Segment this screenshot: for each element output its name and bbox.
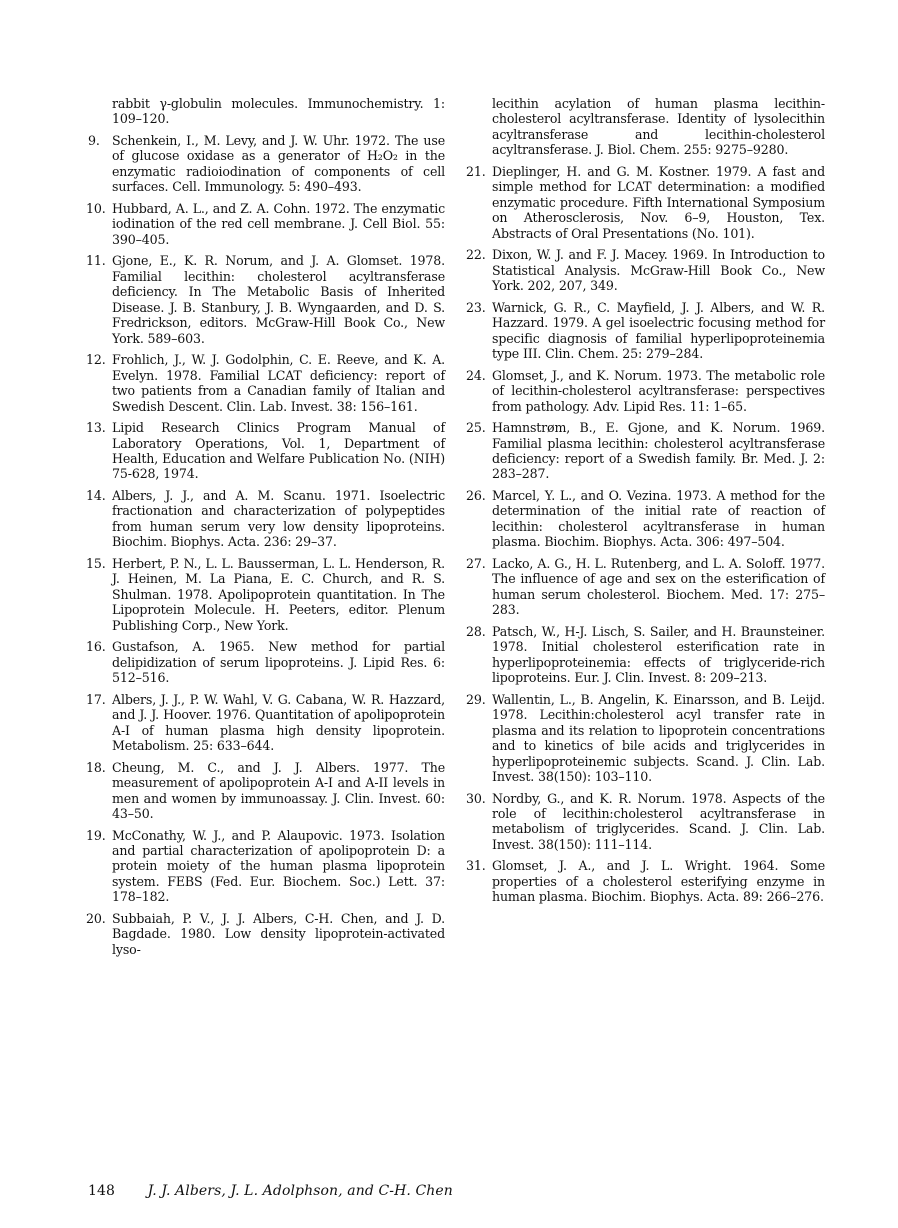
reference-entry xyxy=(88,911,445,957)
reference-entry xyxy=(88,420,445,482)
reference-text: Glomset, J. A., and J. L. Wright. 1964. Some properties of a cholesterol esterifying enzyme in human plasma. Biochim. Biophys. Acta. 89: 266–276. xyxy=(492,858,825,905)
reference-text: Schenkein, I., M. Levy, and J. W. Uhr. 1972. The use of glucose oxidase as a generator of H₂O₂ in the enzymatic radioiodination of components of cell surfaces. Cell. Immunology. 5: 490–493. xyxy=(112,133,445,195)
reference-entry xyxy=(88,488,445,550)
reference-number: 22. xyxy=(466,247,486,263)
reference-entry xyxy=(468,368,825,414)
reference-text: Warnick, G. R., C. Mayfield, J. J. Albers, and W. R. Hazzard. 1979. A gel isoelectric focusing method for specific diagnosis of familial hyperlipoproteinemia type III. Clin. Chem. 25: 279–284. xyxy=(492,299,825,362)
reference-text: Wallentin, L., B. Angelin, K. Einarsson, and B. Leijd. 1978. Lecithin:cholesterol acyl transfer rate in plasma and its relation to lipoprotein concentrations and to kinetics of bile acids and triglycerides in hyperlipoproteinemic subjects. Scand. J. Clin. Lab. Invest. 38(150): 103–110. xyxy=(492,691,825,784)
reference-number: 19. xyxy=(86,827,106,843)
reference-text: Marcel, Y. L., and O. Vezina. 1973. A method for the determination of the initial rate of reaction of lecithin: cholesterol acyltransferase in human plasma. Biochim. Biophys. Acta. 306: 497–504. xyxy=(492,487,825,550)
reference-number: 26. xyxy=(466,487,486,503)
reference-text: Dieplinger, H. and G. M. Kostner. 1979. A fast and simple method for LCAT determination: a modified enzymatic procedure. Fifth International Symposium on Atherosclerosis, Nov. 6–9, Houston, Tex. Abstracts of Oral Presentations (No. 101). xyxy=(492,163,825,241)
reference-entry xyxy=(468,300,825,362)
reference-text: Patsch, W., H-J. Lisch, S. Sailer, and H. Braunsteiner. 1978. Initial cholesterol esterification rate in hyperlipoproteinemia: effects of triglyceride-rich lipoproteins. Eur. J. Clin. Invest. 8: 209–213. xyxy=(492,623,825,686)
reference-text: Gustafson, A. 1965. New method for partial delipidization of serum lipoproteins. J. Lipid Res. 6: 512–516. xyxy=(112,639,445,686)
reference-text: Lacko, A. G., H. L. Rutenberg, and L. A. Soloff. 1977. The influence of age and sex on the esterification of human serum cholesterol. Biochem. Med. 17: 275–283. xyxy=(492,555,825,618)
reference-text: Subbaiah, P. V., J. J. Albers, C-H. Chen, and J. D. Bagdade. 1980. Low density lipoprotein-activated lyso- xyxy=(112,910,445,957)
reference-number: 13. xyxy=(86,420,106,436)
reference-text: Albers, J. J., and A. M. Scanu. 1971. Isoelectric fractionation and characterization of polypeptides from human serum very low density lipoproteins. Biochim. Biophys. Acta. 236: 29–37. xyxy=(112,487,445,550)
reference-number: 16. xyxy=(86,639,106,655)
reference-number: 24. xyxy=(466,367,486,383)
reference-number: 25. xyxy=(466,420,486,436)
reference-text: Gjone, E., K. R. Norum, and J. A. Glomset. 1978. Familial lecithin: cholesterol acyltransferase deficiency. In The Metabolic Basis of Inherited Disease. J. B. Stanbury, J. B. Wyngaarden, and D. S. Fredrickson, editors. McGraw-Hill Book Co., New York. 589–603. xyxy=(112,253,445,346)
reference-entry xyxy=(468,488,825,550)
reference-entry xyxy=(88,201,445,247)
reference-number: 30. xyxy=(466,790,486,806)
reference-number: 18. xyxy=(86,759,106,775)
reference-entry xyxy=(88,760,445,822)
reference-number: 21. xyxy=(466,163,486,179)
reference-text: Glomset, J., and K. Norum. 1973. The metabolic role of lecithin-cholesterol acyltransferase: perspectives from pathology. Adv. Lipid Res. 11: 1–65. xyxy=(492,367,825,414)
reference-number: 17. xyxy=(86,691,106,707)
reference-entry xyxy=(468,247,825,293)
reference-entry xyxy=(88,352,445,414)
reference-entry xyxy=(468,556,825,618)
reference-text: Herbert, P. N., L. L. Bausserman, L. L. Henderson, R. J. Heinen, M. La Piana, E. C. Church, and R. S. Shulman. 1978. Apolipoprotein quantitation. In The Lipoprotein Molecule. H. Peeters, editor. Plenum Publishing Corp., New York. xyxy=(112,555,445,633)
page-footer xyxy=(88,1183,453,1199)
reference-entry xyxy=(88,828,445,905)
reference-entry xyxy=(468,164,825,241)
reference-text: Frohlich, J., W. J. Godolphin, C. E. Reeve, and K. A. Evelyn. 1978. Familial LCAT deficiency: report of two patients from a Canadian family of Italian and Swedish Descent. Clin. Lab. Invest. 38: 156–161. xyxy=(112,352,445,414)
reference-entry xyxy=(88,556,445,633)
reference-entry xyxy=(468,858,825,904)
reference-text: rabbit γ-globulin molecules. Immunochemistry. 1: 109–120. xyxy=(112,96,445,127)
reference-number: 10. xyxy=(86,200,106,216)
reference-number: 11. xyxy=(86,253,106,269)
reference-entry xyxy=(468,624,825,686)
reference-number: 15. xyxy=(86,555,106,571)
reference-text: Hubbard, A. L., and Z. A. Cohn. 1972. The enzymatic iodination of the red cell membrane. J. Cell Biol. 55: 390–405. xyxy=(112,200,445,247)
reference-text: Nordby, G., and K. R. Norum. 1978. Aspects of the role of lecithin:cholesterol acyltransferase in metabolism of triglycerides. Scand. J. Clin. Lab. Invest. 38(150): 111–114. xyxy=(492,790,825,852)
reference-entry xyxy=(88,253,445,346)
reference-text: Hamnstrøm, B., E. Gjone, and K. Norum. 1969. Familial plasma lecithin: cholesterol acyltransferase deficiency: report of a Swedish family. Br. Med. J. 2: 283–287. xyxy=(492,420,825,482)
reference-entry xyxy=(88,639,445,685)
reference-number: 20. xyxy=(86,910,106,926)
reference-text: Dixon, W. J. and F. J. Macey. 1969. In Introduction to Statistical Analysis. McGraw-Hill Book Co., New York. 202, 207, 349. xyxy=(492,247,825,294)
reference-text: Lipid Research Clinics Program Manual of Laboratory Operations, Vol. 1, Department of Health, Education and Welfare Publication No. (NIH) 75-628, 1974. xyxy=(112,420,445,482)
reference-entry xyxy=(468,420,825,482)
reference-entry xyxy=(88,133,445,195)
reference-number: 9. xyxy=(88,133,100,148)
reference-column-left xyxy=(88,96,445,963)
reference-continuation xyxy=(468,96,825,158)
reference-number: 28. xyxy=(466,623,486,639)
running-authors: J. J. Albers, J. L. Adolphson, and C-H. Chen xyxy=(147,1183,453,1199)
reference-entry xyxy=(468,791,825,853)
reference-continuation xyxy=(88,96,445,127)
reference-entry xyxy=(88,692,445,754)
reference-text: Albers, J. J., P. W. Wahl, V. G. Cabana, W. R. Hazzard, and J. J. Hoover. 1976. Quantitation of apolipoprotein A-I of human plasma high density lipoprotein. Metabolism. 25: 633–644. xyxy=(112,691,445,754)
reference-number: 14. xyxy=(86,487,106,503)
page-number: 148 xyxy=(88,1183,116,1199)
reference-column-right xyxy=(468,96,825,911)
reference-number: 23. xyxy=(466,299,486,315)
reference-text: lecithin acylation of human plasma lecithin-cholesterol acyltransferase. Identity of lysolecithin acyltransferase and lecithin-cholesterol acyltransferase. J. Biol. Chem. 255: 9275–9280. xyxy=(492,96,825,158)
reference-number: 29. xyxy=(466,691,486,707)
reference-number: 27. xyxy=(466,555,486,571)
reference-text: Cheung, M. C., and J. J. Albers. 1977. The measurement of apolipoprotein A-I and A-II levels in men and women by immunoassay. J. Clin. Invest. 60: 43–50. xyxy=(112,759,445,821)
reference-number: 31. xyxy=(466,858,486,874)
reference-entry xyxy=(468,692,825,785)
reference-text: McConathy, W. J., and P. Alaupovic. 1973. Isolation and partial characterization of apolipoprotein D: a protein moiety of the human plasma lipoprotein system. FEBS (Fed. Eur. Biochem. Soc.) Lett. 37: 178–182. xyxy=(112,827,445,905)
reference-number: 12. xyxy=(86,352,106,368)
